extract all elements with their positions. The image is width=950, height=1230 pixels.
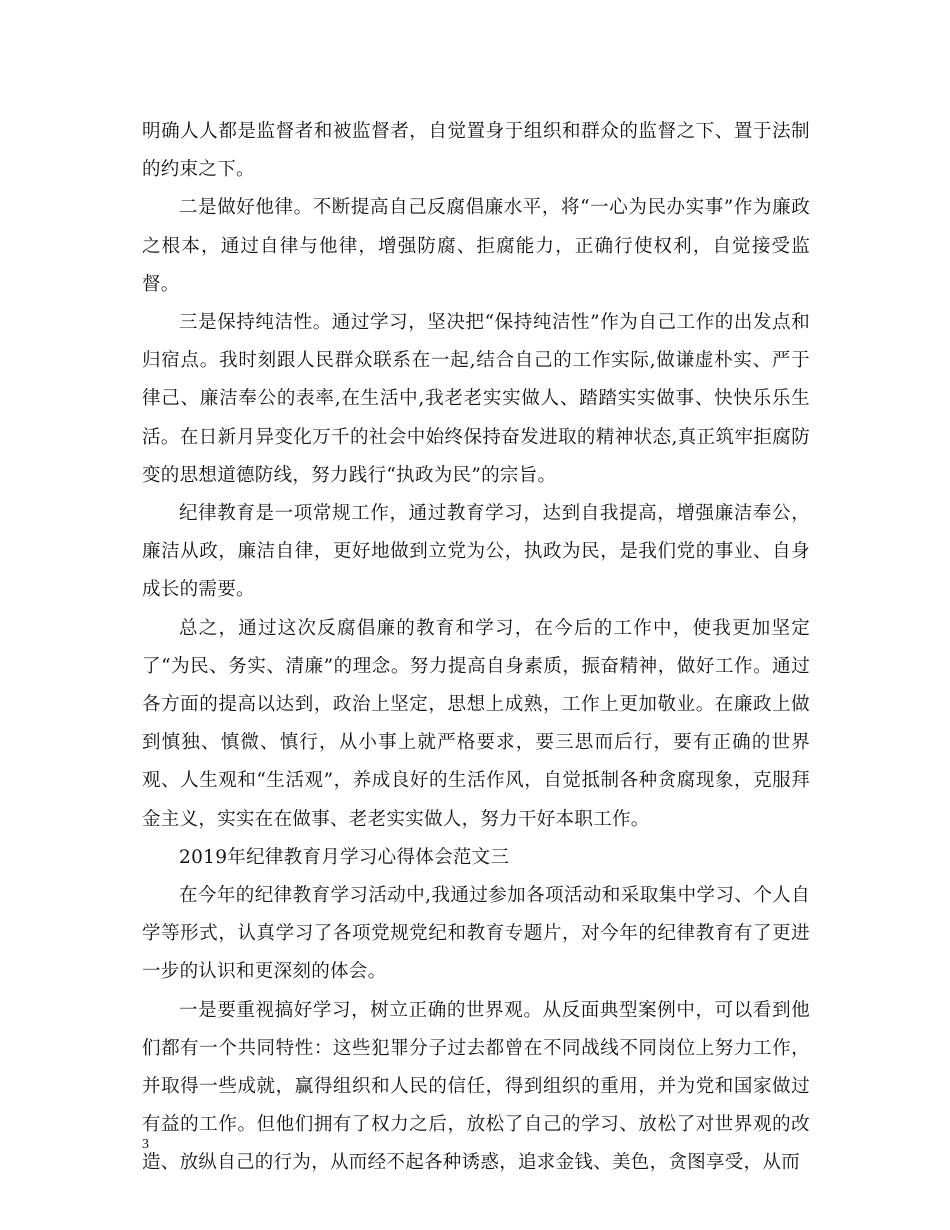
paragraph-5: 总之，通过这次反腐倡廉的教育和学习，在今后的工作中，使我更加坚定了“为民、务实、清廉”的理念。努力提高自身素质，振奋精神，做好工作。通过各方面的提高以达到，政治上坚定，思想上成熟，工作上更加敬业。在廉政上做到慎独、慎微、慎行，从小事上就严格要求，要三思而后行，要有正确的世界观、人生观和“生活观”，养成良好的生活作风，自觉抵制各种贪腐现象，克服拜金主义，实实在在做事、老老实实做人，努力干好本职工作。 (142, 617, 810, 830)
section-heading: 2019年纪律教育月学习心得体会范文三 (179, 846, 510, 868)
paragraph-1: 明确人人都是监督者和被监督者，自觉置身于组织和群众的监督之下、置于法制的约束之下。 (142, 121, 810, 181)
page-number: 3 (142, 1137, 149, 1152)
paragraph-7: 一是要重视搞好学习，树立正确的世界观。从反面典型案例中，可以看到他们都有一个共同特性：这些犯罪分子过去都曾在不同战线不同岗位上努力工作，并取得一些成就，赢得组织和人民的信任，得到组织的重用，并为党和国家做过有益的工作。但他们拥有了权力之后，放松了自己的学习、放松了对世界观的改造、放纵自己的行为，从而经不起各种诱惑，追求金钱、美色，贪图享受，从而 (142, 999, 810, 1174)
paragraph-3: 三是保持纯洁性。通过学习，坚决把“保持纯洁性”作为自己工作的出发点和归宿点。我时刻跟人民群众联系在一起,结合自己的工作实际,做谦虚朴实、严于律己、廉洁奉公的表率,在生活中,我老老实实做人、踏踏实实做事、快快乐乐生活。在日新月异变化万千的社会中始终保持奋发进取的精神状态,真正筑牢拒腐防变的思想道德防线，努力践行“执政为民”的宗旨。 (142, 312, 810, 486)
paragraph-4: 纪律教育是一项常规工作，通过教育学习，达到自我提高，增强廉洁奉公，廉洁从政，廉洁自律，更好地做到立党为公，执政为民，是我们党的事业、自身成长的需要。 (142, 503, 810, 601)
paragraph-6: 在今年的纪律教育学习活动中,我通过参加各项活动和采取集中学习、个人自学等形式，认真学习了各项党规党纪和教育专题片，对今年的纪律教育有了更进一步的认识和更深刻的体会。 (142, 885, 810, 983)
paragraph-2: 二是做好他律。不断提高自己反腐倡廉水平，将“一心为民办实事”作为廉政之根本，通过自律与他律，增强防腐、拒腐能力，正确行使权利，自觉接受监督。 (142, 197, 810, 295)
document-body (142, 113, 810, 1183)
